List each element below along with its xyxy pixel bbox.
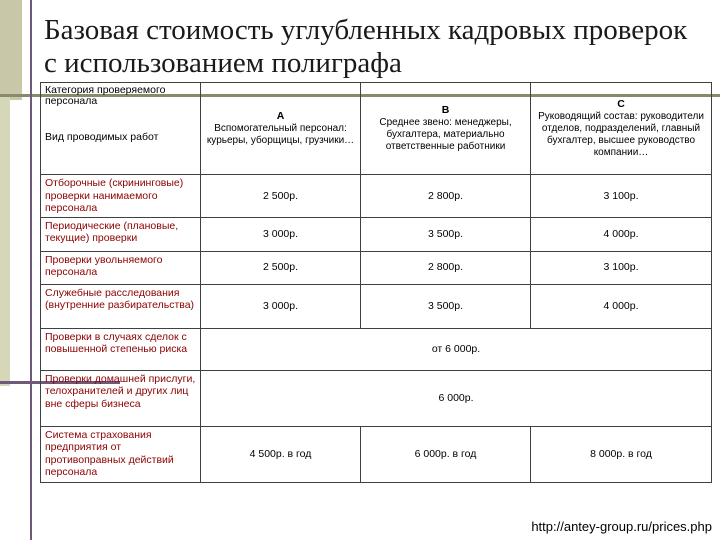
price-table [40,82,712,483]
table-row [41,251,712,284]
price-b: 3 500р. [361,217,531,251]
price-merged: 6 000р. [201,370,712,426]
table-row [41,175,712,218]
price-b: 2 800р. [361,175,531,218]
source-url: http://antey-group.ru/prices.php [531,519,712,534]
price-c: 8 000р. в год [531,426,712,482]
price-a: 3 000р. [201,284,361,328]
row-label: Периодические (плановые, текущие) проверки [41,217,201,251]
header-column-b [361,83,531,175]
decorative-bar-left-lower [0,96,10,386]
row-label: Проверки в случаях сделок с повышенной степенью риска [41,328,201,370]
column-a-letter: А [276,110,285,123]
price-c: 3 100р. [531,251,712,284]
price-a: 2 500р. [201,251,361,284]
price-c: 3 100р. [531,175,712,218]
price-b: 3 500р. [361,284,531,328]
header-column-c [531,83,712,175]
row-label: Проверки увольняемого персонала [41,251,201,284]
table-row [41,284,712,328]
table-row [41,217,712,251]
column-b-desc: Среднее звено: менеджеры, бухгалтера, материально ответственные работники [379,116,512,152]
header-category-cell [41,83,201,175]
column-a-desc: Вспомогательный персонал: курьеры, уборщицы, грузчики… [206,122,355,146]
table-row [41,328,712,370]
row-label: Отборочные (скрининговые) проверки нанимаемого персонала [41,175,201,218]
category-label: Категория проверяемого персонала [45,84,166,107]
row-label: Проверки домашней прислуги, телохранителей и других лиц вне сферы бизнеса [41,370,201,426]
header-column-a [201,83,361,175]
page-title: Базовая стоимость углубленных кадровых проверок с использованием полиграфа [44,14,688,79]
price-a: 3 000р. [201,217,361,251]
row-label: Система страхования предприятия от противоправных действий персонала [41,426,201,482]
price-a: 2 500р. [201,175,361,218]
table-row [41,426,712,482]
row-label: Служебные расследования (внутренние разбирательства) [41,284,201,328]
decorative-vertical-rule [30,0,32,540]
price-b: 2 800р. [361,251,531,284]
decorative-bar-left [0,0,22,100]
price-b: 6 000р. в год [361,426,531,482]
table-header-row [41,83,712,175]
work-type-label: Вид проводимых работ [45,131,159,143]
column-c-desc: Руководящий состав: руководители отделов, подразделений, главный бухгалтер, высшее руководство компании… [538,110,704,158]
price-merged: от 6 000р. [201,328,712,370]
price-a: 4 500р. в год [201,426,361,482]
column-b-letter: В [441,104,450,117]
column-c-letter: С [617,98,625,111]
table-row [41,370,712,426]
price-c: 4 000р. [531,217,712,251]
price-c: 4 000р. [531,284,712,328]
